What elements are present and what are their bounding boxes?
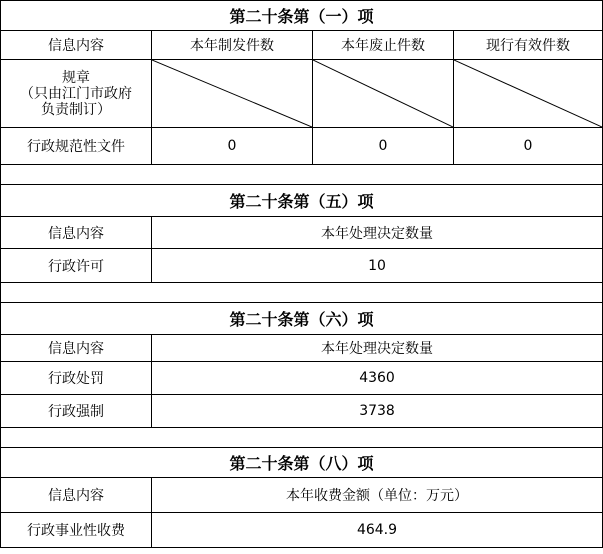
diagonal-line [454,60,602,127]
cell-value: 4360 [152,362,603,395]
row-label: 行政规范性文件 [1,128,152,165]
column-header: 本年制发件数 [152,31,313,60]
column-header: 信息内容 [1,478,152,513]
section-title: 第二十条第（六）项 [1,303,603,335]
diagonal-line [313,60,453,127]
column-header: 信息内容 [1,335,152,362]
row-label-line: （只由江门市政府 [20,85,132,102]
column-header: 本年处理决定数量 [152,217,603,249]
blank-row [1,428,603,448]
blank-row [1,283,603,303]
column-header: 现行有效件数 [454,31,603,60]
cell-value: 10 [152,249,603,283]
cell-value: 3738 [152,395,603,428]
cell-value: 0 [313,128,454,165]
diagonal-line [152,60,312,127]
column-header: 本年收费金额（单位：万元） [152,478,603,513]
diagonal-empty-cell [454,60,603,128]
row-label: 行政处罚 [1,362,152,395]
row-label: 行政强制 [1,395,152,428]
column-header: 本年处理决定数量 [152,335,603,362]
row-label [1,60,152,128]
section-title: 第二十条第（一）项 [1,1,603,31]
column-header: 信息内容 [1,31,152,60]
row-label-line: 负责制订） [41,101,111,118]
diagonal-empty-cell [313,60,454,128]
cell-value: 464.9 [152,513,603,548]
row-label: 行政许可 [1,249,152,283]
cell-value: 0 [152,128,313,165]
row-label-line: 规章 [62,69,90,86]
row-label: 行政事业性收费 [1,513,152,548]
section-title: 第二十条第（八）项 [1,448,603,478]
blank-row [1,165,603,185]
section-title: 第二十条第（五）项 [1,185,603,217]
diagonal-empty-cell [152,60,313,128]
column-header: 信息内容 [1,217,152,249]
cell-value: 0 [454,128,603,165]
column-header: 本年废止件数 [313,31,454,60]
